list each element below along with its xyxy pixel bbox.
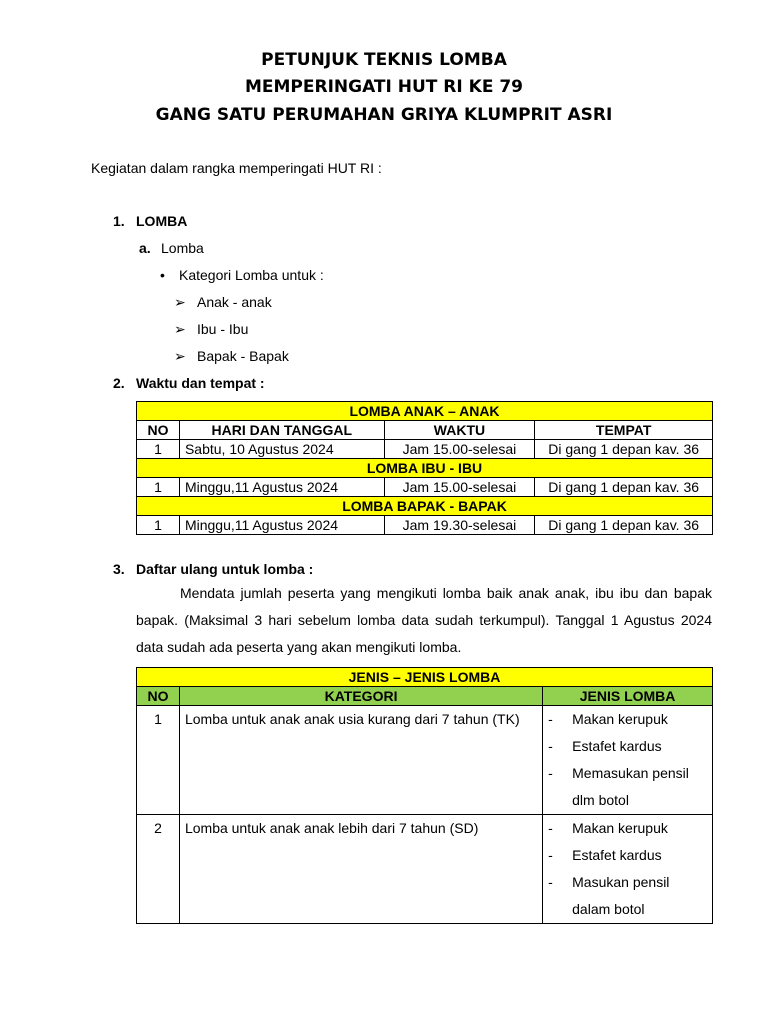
col-header-no: NO xyxy=(137,687,180,706)
col-header-category: KATEGORI xyxy=(179,687,542,706)
type-item: Makan kerupuk xyxy=(572,820,668,836)
type-item: Estafet kardus xyxy=(572,847,662,863)
table-row xyxy=(137,815,713,924)
list-item xyxy=(548,815,707,842)
list-item xyxy=(548,842,707,869)
doc-title-line1: PETUNJUK TEKNIS LOMBA xyxy=(261,50,507,70)
cell-place: Di gang 1 depan kav. 36 xyxy=(535,478,713,497)
group-header-ibu: LOMBA IBU - IBU xyxy=(137,459,713,478)
col-header-no: NO xyxy=(137,421,180,440)
group-header-bapak: LOMBA BAPAK - BAPAK xyxy=(137,497,713,516)
registration-paragraph: Mendata jumlah peserta yang mengikuti lomba baik anak anak, ibu ibu dan bapak bapak. (Maksimal 3 hari sebelum lomba data sudah terkumpul). Tanggal 1 Agustus 2024 data sudah ada peserta yang akan mengikuti lomba. xyxy=(136,585,712,655)
schedule-table xyxy=(136,401,713,535)
types-table-title: JENIS – JENIS LOMBA xyxy=(137,668,713,687)
cell-no: 1 xyxy=(137,706,180,815)
col-header-time: WAKTU xyxy=(384,421,535,440)
category-item: Anak - anak xyxy=(197,294,272,310)
arrow-bullet-icon: ➢ xyxy=(174,348,186,364)
dash-marker: - xyxy=(548,820,553,836)
bullet-dot-icon: • xyxy=(160,267,165,283)
category-item: Ibu - Ibu xyxy=(197,321,249,337)
list-item xyxy=(548,760,707,814)
section2-heading: Waktu dan tempat : xyxy=(136,375,265,391)
cell-category: Lomba untuk anak anak usia kurang dari 7 tahun (TK) xyxy=(179,706,542,815)
cell-time: Jam 15.00-selesai xyxy=(384,478,535,497)
cell-time: Jam 15.00-selesai xyxy=(384,440,535,459)
type-item: Makan kerupuk xyxy=(572,711,668,727)
list-item xyxy=(548,733,707,760)
cell-no: 1 xyxy=(137,478,180,497)
table-row xyxy=(137,706,713,815)
cell-time: Jam 19.30-selesai xyxy=(384,516,535,535)
table-row xyxy=(137,516,713,535)
arrow-bullet-icon: ➢ xyxy=(174,294,186,310)
list-item xyxy=(548,706,707,733)
cell-types xyxy=(543,815,713,924)
cell-place: Di gang 1 depan kav. 36 xyxy=(535,516,713,535)
col-header-type: JENIS LOMBA xyxy=(543,687,713,706)
section1-heading: LOMBA xyxy=(136,213,188,229)
cell-types xyxy=(543,706,713,815)
arrow-bullet-icon: ➢ xyxy=(174,321,186,337)
type-item: Memasukan pensil dlm botol xyxy=(572,765,689,808)
list-item xyxy=(548,869,707,923)
dash-marker: - xyxy=(548,874,553,890)
subsection-a-label: Lomba xyxy=(161,240,204,256)
section2-number: 2. xyxy=(113,375,125,391)
bullet-text: Kategori Lomba untuk : xyxy=(179,267,324,283)
dash-marker: - xyxy=(548,765,553,781)
doc-title-line2: MEMPERINGATI HUT RI KE 79 xyxy=(244,77,524,97)
competition-types-table xyxy=(136,667,713,924)
doc-title-line3: GANG SATU PERUMAHAN GRIYA KLUMPRIT ASRI xyxy=(155,105,613,125)
cell-date: Minggu,11 Agustus 2024 xyxy=(179,516,384,535)
type-item: Estafet kardus xyxy=(572,738,662,754)
cell-date: Minggu,11 Agustus 2024 xyxy=(179,478,384,497)
cell-category: Lomba untuk anak anak lebih dari 7 tahun (SD) xyxy=(179,815,542,924)
section1-number: 1. xyxy=(113,213,125,229)
dash-marker: - xyxy=(548,711,553,727)
col-header-date: HARI DAN TANGGAL xyxy=(179,421,384,440)
subsection-a-letter: a. xyxy=(139,240,151,256)
section3-number: 3. xyxy=(113,561,125,577)
table-row xyxy=(137,478,713,497)
intro-text: Kegiatan dalam rangka memperingati HUT RI : xyxy=(91,160,382,176)
dash-marker: - xyxy=(548,738,553,754)
cell-place: Di gang 1 depan kav. 36 xyxy=(535,440,713,459)
cell-no: 1 xyxy=(137,440,180,459)
cell-no: 1 xyxy=(137,516,180,535)
cell-no: 2 xyxy=(137,815,180,924)
col-header-place: TEMPAT xyxy=(535,421,713,440)
type-item: Masukan pensil dalam botol xyxy=(572,874,670,917)
table-row xyxy=(137,440,713,459)
dash-marker: - xyxy=(548,847,553,863)
group-header-anak: LOMBA ANAK – ANAK xyxy=(137,402,713,421)
cell-date: Sabtu, 10 Agustus 2024 xyxy=(179,440,384,459)
section3-heading: Daftar ulang untuk lomba : xyxy=(136,561,314,577)
category-item: Bapak - Bapak xyxy=(197,348,289,364)
